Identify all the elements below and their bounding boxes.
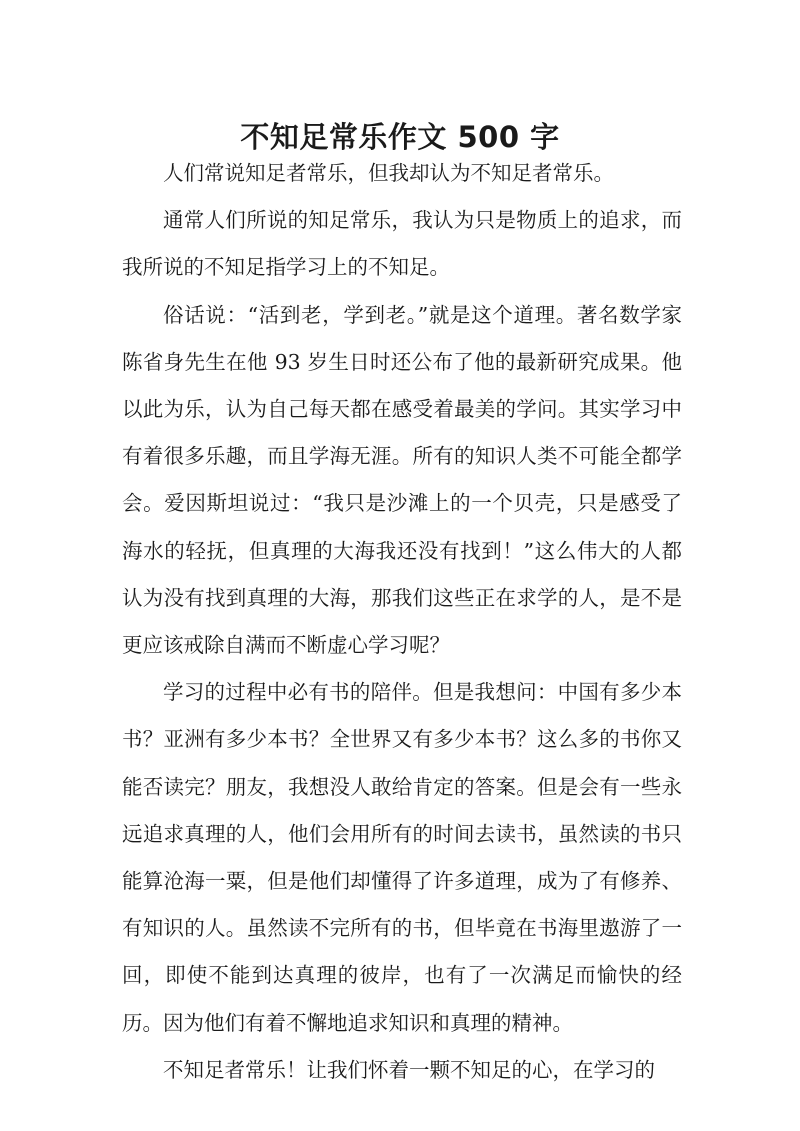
paragraph: 不知足者常乐！让我们怀着一颗不知足的心，在学习的 [163, 1057, 655, 1082]
document-body [122, 150, 682, 1094]
paragraph: 通常人们所说的知足常乐，我认为只是物质上的追求，而我所说的不知足指学习上的不知足。 [122, 208, 682, 280]
paragraph: 人们常说知足者常乐，但我却认为不知足者常乐。 [163, 161, 614, 185]
document-title: 不知足常乐作文 500 字 [240, 120, 560, 155]
paragraph: 俗话说：“活到老，学到老。”就是这个道理。著名数学家陈省身先生在他 93 岁生日时还公布了他的最新研究成果。他以此为乐，认为自己每天都在感受着最美的学问。其实学习中有着很多乐趣，而且学海无涯。所有的知识人类不可能全都学会。爱因斯坦说过：“我只是沙滩上的一个贝壳，只是感受了海水的轻抚，但真理的大海我还没有找到！”这么伟大的人都认为没有找到真理的大海，那我们这些正在求学的人，是不是更应该戒除自满而不断虚心学习呢？ [122, 302, 682, 658]
paragraph: 学习的过程中必有书的陪伴。但是我想问：中国有多少本书？亚洲有多少本书？全世界又有多少本书？这么多的书你又能否读完？朋友，我想没人敢给肯定的答案。但是会有一些永远追求真理的人，他们会用所有的时间去读书，虽然读的书只能算沧海一粟，但是他们却懂得了许多道理，成为了有修养、有知识的人。虽然读不完所有的书，但毕竟在书海里遨游了一回，即使不能到达真理的彼岸，也有了一次满足而愉快的经历。因为他们有着不懈地追求知识和真理的精神。 [122, 680, 682, 1035]
